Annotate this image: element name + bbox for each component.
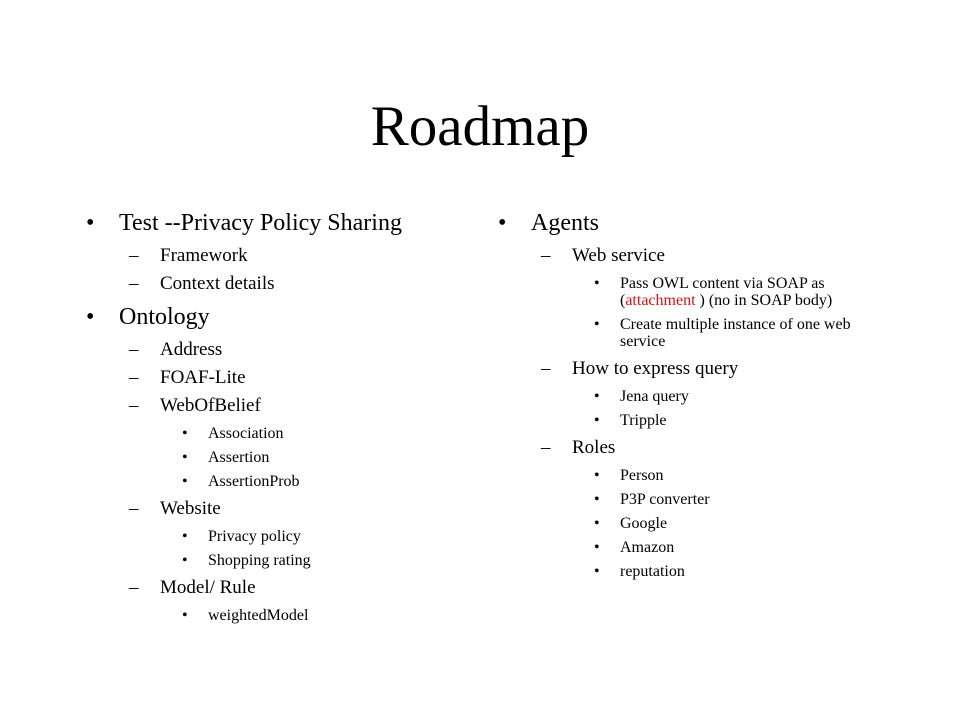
left-column <box>86 206 486 631</box>
sub-bullet-web-service: – Web service <box>498 244 898 268</box>
item-privacy-policy: • Privacy policy <box>86 528 486 545</box>
item-google: • Google <box>498 515 898 532</box>
item-create-multiple-instance: • Create multiple instance of one web service <box>498 316 898 350</box>
item-jena-query: • Jena query <box>498 388 898 405</box>
item-person: • Person <box>498 467 898 484</box>
sub-bullet-context-details: – Context details <box>86 272 486 296</box>
sub-bullet-model-rule: – Model/ Rule <box>86 576 486 600</box>
bullet-ontology: • Ontology <box>86 300 486 334</box>
item-assertion: • Assertion <box>86 449 486 466</box>
bullet-agents: • Agents <box>498 206 898 240</box>
item-shopping-rating: • Shopping rating <box>86 552 486 569</box>
sub-bullet-roles: – Roles <box>498 436 898 460</box>
item-pass-owl-content <box>498 275 898 309</box>
right-column <box>498 206 898 587</box>
item-tripple: • Tripple <box>498 412 898 429</box>
slide-title: Roadmap <box>370 95 590 158</box>
sub-bullet-framework: – Framework <box>86 244 486 268</box>
item-association: • Association <box>86 425 486 442</box>
item-amazon: • Amazon <box>498 539 898 556</box>
sub-bullet-address: – Address <box>86 338 486 362</box>
bullet-test-privacy-policy-sharing: • Test --Privacy Policy Sharing <box>86 206 486 240</box>
attachment-highlight: attachment <box>625 292 696 309</box>
sub-bullet-website: – Website <box>86 497 486 521</box>
soap-text-after: ) (no in SOAP body) <box>695 292 833 309</box>
item-p3p-converter: • P3P converter <box>498 491 898 508</box>
item-reputation: • reputation <box>498 563 898 580</box>
sub-bullet-webofbelief: – WebOfBelief <box>86 394 486 418</box>
sub-bullet-foaf-lite: – FOAF-Lite <box>86 366 486 390</box>
item-assertionprob: • AssertionProb <box>86 473 486 490</box>
soap-text-before: Pass OWL content via SOAP as ( <box>620 275 825 309</box>
sub-bullet-how-to-express-query: – How to express query <box>498 357 898 381</box>
item-weightedmodel: • weightedModel <box>86 607 486 624</box>
